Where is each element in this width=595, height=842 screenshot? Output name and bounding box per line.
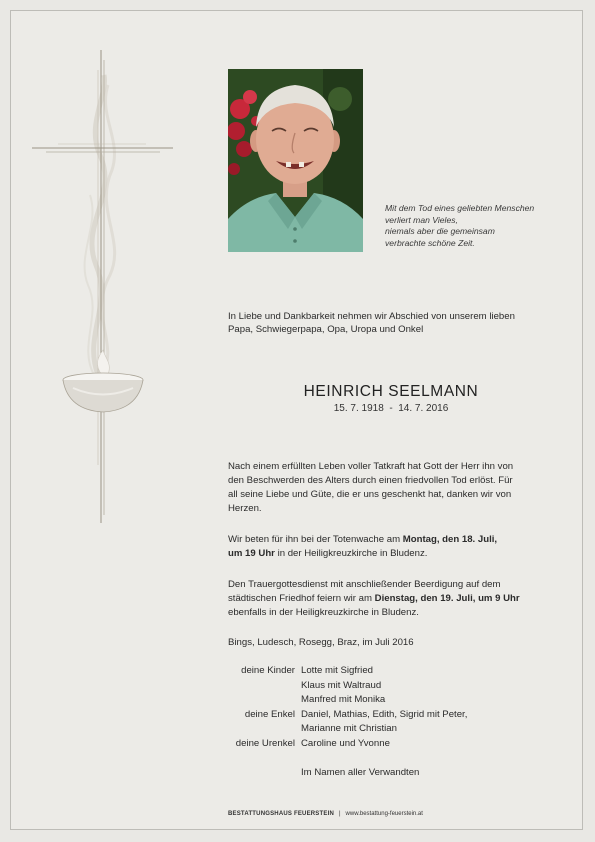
family-group-children [228, 664, 568, 708]
wake-text: Wir beten für ihn bei der Totenwache am [228, 534, 403, 545]
family-member: Daniel, Mathias, Edith, Sigrid mit Peter, [301, 708, 468, 720]
footer-separator: | [338, 811, 341, 817]
family-list [228, 664, 568, 752]
intro-line: In Liebe und Dankbarkeit nehmen wir Abschied von unserem lieben [228, 311, 515, 322]
closing-line: Im Namen aller Verwandten [301, 767, 420, 778]
funeral-text: städtischen Friedhof feiern wir am [228, 593, 375, 604]
funeral-datetime: Dienstag, den 19. Juli, um 9 Uhr [374, 593, 520, 604]
wake-paragraph [228, 533, 568, 561]
paragraph-line: den Beschwerden des Alters durch einen friedvollen Tod erlöst. Für [228, 475, 513, 486]
wake-date: Montag, den 18. Juli, [402, 534, 498, 545]
funeral-paragraph [228, 578, 568, 620]
family-label: deine Kinder [241, 665, 295, 676]
deceased-name: HEINRICH SEELMANN [303, 383, 479, 400]
family-label: deine Enkel [244, 708, 295, 720]
paragraph-line: Herzen. [228, 503, 262, 514]
tribute-paragraph [228, 460, 568, 516]
intro-text [228, 310, 568, 336]
family-member: Klaus mit Waltraud [301, 679, 382, 691]
family-member: Marianne mit Christian [301, 723, 397, 735]
quote-line: niemals aber die gemeinsam [385, 226, 495, 237]
wake-time: um 19 Uhr [228, 548, 275, 559]
family-group-great-grandchildren [228, 737, 568, 752]
death-date: 14. 7. 2016 [398, 403, 449, 414]
footer [228, 811, 423, 817]
family-member: Manfred mit Monika [301, 694, 386, 706]
family-member: Caroline und Yvonne [301, 737, 390, 749]
wake-location: in der Heiligkreuzkirche in Bludenz. [274, 548, 428, 559]
intro-line: Papa, Schwiegerpapa, Opa, Uropa und Onkel [228, 324, 424, 335]
life-dates [228, 403, 554, 414]
family-group-grandchildren [228, 708, 568, 737]
paragraph-line: all seine Liebe und Güte, die er uns geschenkt hat, danken wir von [228, 489, 512, 500]
paragraph-line: Den Trauergottesdienst mit anschließender Beerdigung auf dem [228, 579, 501, 590]
quote-line: verliert man Vieles, [385, 214, 458, 225]
cross-with-flame-bowl-icon [28, 45, 178, 525]
quote-line: verbrachte schöne Zeit. [385, 237, 475, 248]
paragraph-line: Nach einem erfüllten Leben voller Tatkraft hat Gott der Herr ihn von [228, 461, 514, 472]
birth-date: 15. 7. 1918 [333, 403, 384, 414]
family-member: Lotte mit Sigfried [301, 665, 373, 676]
place-date: Bings, Ludesch, Rosegg, Braz, im Juli 2016 [228, 637, 414, 648]
family-label: deine Urenkel [235, 737, 295, 749]
paragraph-line: ebenfalls in der Heiligkreuzkirche in Bludenz. [228, 607, 419, 618]
portrait-photo [228, 69, 363, 252]
funeral-home-website[interactable]: www.bestattung-feuerstein.at [345, 811, 423, 817]
memorial-quote [385, 203, 575, 249]
quote-line: Mit dem Tod eines geliebten Menschen [385, 203, 535, 213]
date-dash: - [389, 403, 393, 414]
funeral-home-name: BESTATTUNGSHAUS FEUERSTEIN [228, 811, 334, 817]
